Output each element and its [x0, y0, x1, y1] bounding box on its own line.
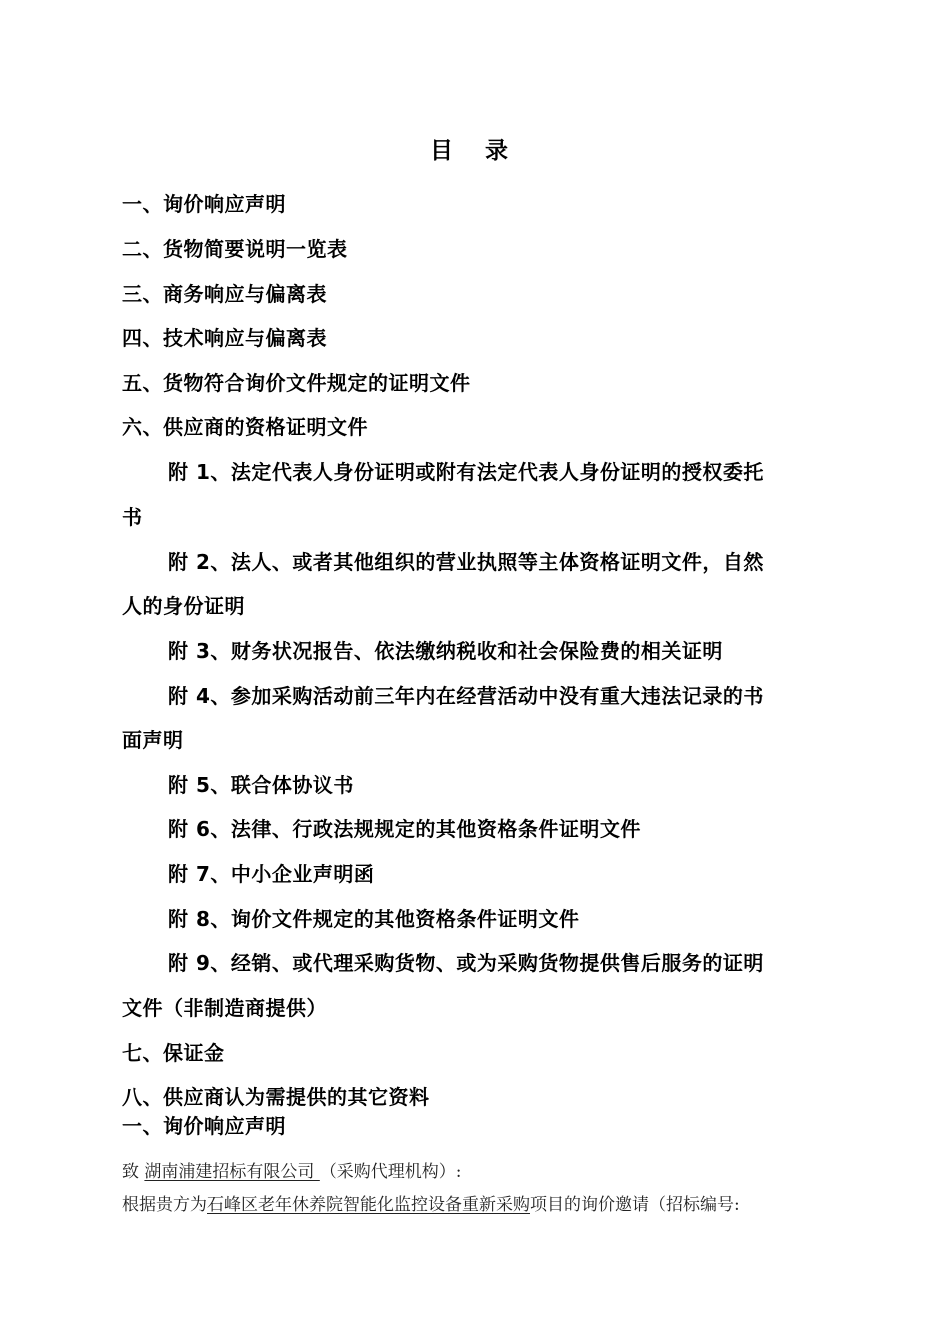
toc-item: 三、商务响应与偏离表	[122, 282, 327, 306]
agency-note: （采购代理机构）:	[319, 1162, 462, 1182]
toc-subitem: 附 5、联合体协议书	[168, 773, 354, 797]
toc-subitem: 附 8、询价文件规定的其他资格条件证明文件	[168, 907, 580, 931]
toc-item: 二、货物简要说明一览表	[122, 237, 348, 261]
section-heading: 一、询价响应声明	[122, 1114, 286, 1138]
addressee-line	[122, 1157, 462, 1182]
toc-title: 目 录	[429, 138, 520, 164]
toc-subitem-continued: 书	[122, 505, 143, 529]
toc-item: 五、货物符合询价文件规定的证明文件	[122, 371, 471, 395]
toc-subitem: 附 1、法定代表人身份证明或附有法定代表人身份证明的授权委托	[168, 460, 764, 484]
agency-name: 湖南浦建招标有限公司	[144, 1162, 320, 1182]
toc-item: 七、保证金	[122, 1041, 225, 1065]
toc-subitem-continued: 文件（非制造商提供）	[122, 996, 327, 1020]
toc-item: 一、询价响应声明	[122, 192, 286, 216]
toc-subitem: 附 6、法律、行政法规规定的其他资格条件证明文件	[168, 817, 641, 841]
body-suffix: 项目的询价邀请（招标编号:	[530, 1195, 740, 1215]
toc-item: 八、供应商认为需提供的其它资料	[122, 1085, 430, 1109]
toc-subitem: 附 2、法人、或者其他组织的营业执照等主体资格证明文件，自然	[168, 550, 764, 574]
project-name: 石峰区老年休养院智能化监控设备重新采购	[207, 1195, 530, 1215]
to-prefix: 致	[122, 1162, 139, 1182]
body-prefix: 根据贵方为	[122, 1195, 207, 1215]
body-line	[122, 1190, 740, 1215]
toc-subitem: 附 4、参加采购活动前三年内在经营活动中没有重大违法记录的书	[168, 684, 764, 708]
toc-subitem-continued: 人的身份证明	[122, 594, 245, 618]
toc-subitem: 附 7、中小企业声明函	[168, 862, 375, 886]
toc-subitem-continued: 面声明	[122, 728, 184, 752]
toc-item: 四、技术响应与偏离表	[122, 326, 327, 350]
toc-item: 六、供应商的资格证明文件	[122, 415, 368, 439]
toc-subitem: 附 9、经销、或代理采购货物、或为采购货物提供售后服务的证明	[168, 951, 764, 975]
toc-subitem: 附 3、财务状况报告、依法缴纳税收和社会保险费的相关证明	[168, 639, 723, 663]
